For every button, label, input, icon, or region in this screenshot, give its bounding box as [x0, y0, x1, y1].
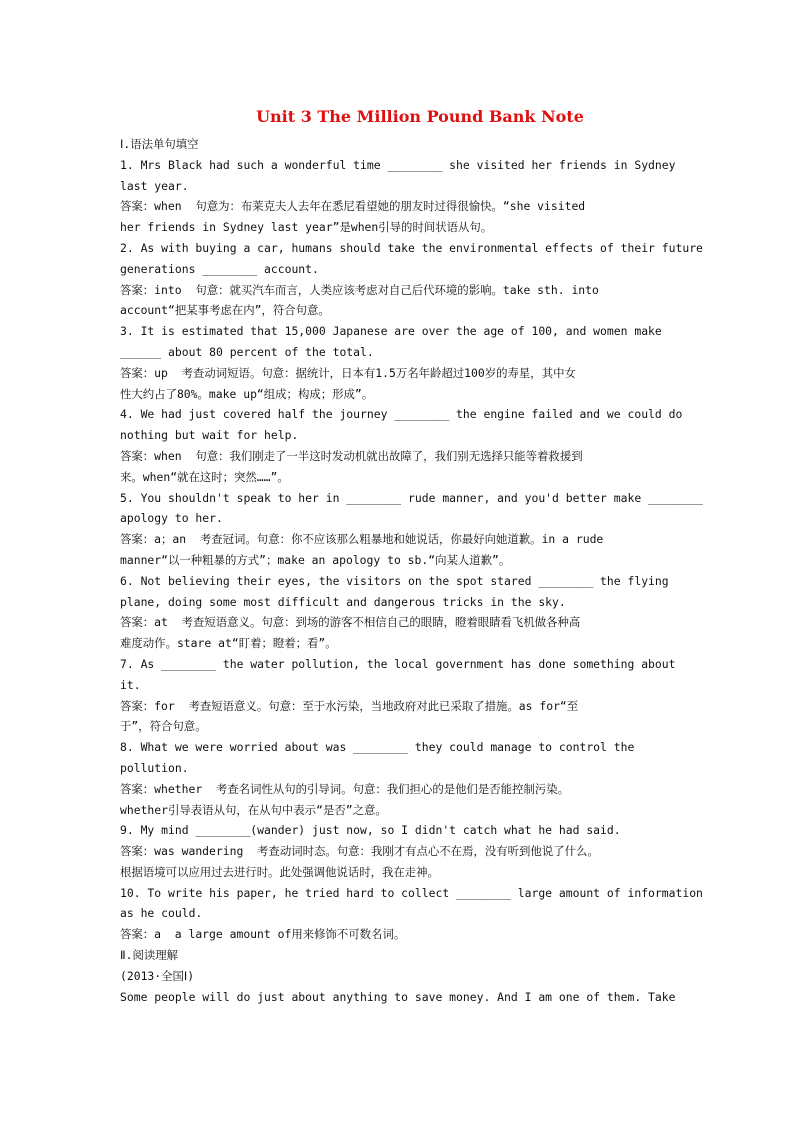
- text-line: 难度动作。stare at“盯着；瞪着；看”。: [120, 636, 337, 651]
- text-line: 答案：when 句意为：布莱克夫人去年在悉尼看望她的朋友时过得很愉快。“she visited: [120, 199, 586, 214]
- text-line: 3. It is estimated that 15,000 Japanese are over the age of 100, and women make: [120, 324, 662, 339]
- text-line: 于”，符合句意。: [120, 719, 207, 734]
- text-line: 10. To write his paper, he tried hard to collect ________ large amount of information: [120, 885, 703, 900]
- text-line: her friends in Sydney last year”是when引导的时间状语从句。: [120, 220, 493, 235]
- text-line: 根据语境可以应用过去进行时。此处强调他说话时，我在走神。: [120, 864, 439, 879]
- text-line: Ⅰ.语法单句填空: [120, 137, 199, 151]
- text-line: Ⅱ.阅读理解: [120, 948, 179, 963]
- text-line: 答案：a；an 考查冠词。句意：你不应该那么粗暴地和她说话，你最好向她道歉。in a rude: [120, 532, 604, 547]
- text-line: pollution.: [120, 760, 189, 775]
- text-line: 5. You shouldn't speak to her in ________ rude manner, and you'd better make ________: [120, 490, 703, 505]
- text-line: whether引导表语从句，在从句中表示“是否”之意。: [120, 802, 387, 817]
- text-line: 2. As with buying a car, humans should take the environmental effects of their future: [120, 240, 703, 255]
- text-line: apology to her.: [120, 511, 223, 526]
- text-line: 4. We had just covered half the journey ________ the engine failed and we could do: [120, 407, 683, 422]
- text-line: generations ________ account.: [120, 261, 319, 276]
- document-page: [120, 104, 720, 1007]
- text-line: 1. Mrs Black had such a wonderful time ________ she visited her friends in Sydney: [120, 157, 676, 172]
- document-body: [120, 134, 720, 1007]
- text-line: plane, doing some most difficult and dangerous tricks in the sky.: [120, 594, 566, 609]
- text-line: 答案：when 句意：我们刚走了一半这时发动机就出故障了，我们别无选择只能等着救援到: [120, 448, 583, 463]
- text-line: 答案：up 考查动词短语。句意：据统计，日本有1.5万名年龄超过100岁的寿星，其中女: [120, 365, 576, 380]
- text-line: as he could.: [120, 906, 203, 921]
- text-line: 性大约占了80%。make up“组成；构成；形成”。: [120, 386, 374, 401]
- text-line: 7. As ________ the water pollution, the local government has done something about: [120, 656, 676, 671]
- text-line: manner“以一种粗暴的方式”；make an apology to sb.“向某人道歉”。: [120, 552, 511, 567]
- text-line: nothing but wait for help.: [120, 428, 299, 443]
- text-line: 6. Not believing their eyes, the visitors on the spot stared ________ the flying: [120, 573, 669, 588]
- text-line: 答案：was wandering 考查动词时态。句意：我刚才有点心不在焉，没有听到他说了什么。: [120, 844, 599, 859]
- text-line: last year.: [120, 178, 189, 193]
- text-line: 答案：at 考查短语意义。句意：到场的游客不相信自己的眼睛，瞪着眼睛看飞机做各种高: [120, 615, 581, 630]
- text-line: Some people will do just about anything to save money. And I am one of them. Take: [120, 989, 676, 1004]
- text-line: 答案：into 句意：就买汽车而言，人类应该考虑对自己后代环境的影响。take sth. into: [120, 282, 599, 297]
- text-line: (2013·全国Ⅰ): [120, 968, 195, 983]
- text-line: 来。when“就在这时；突然……”。: [120, 469, 289, 484]
- text-line: 9. My mind ________(wander) just now, so I didn't catch what he had said.: [120, 823, 621, 838]
- page-title: Unit 3 The Million Pound Bank Note: [256, 107, 584, 126]
- text-line: 答案：whether 考查名词性从句的引导词。句意：我们担心的是他们是否能控制污染。: [120, 781, 570, 796]
- text-line: it.: [120, 677, 141, 692]
- text-line: account“把某事考虑在内”，符合句意。: [120, 303, 330, 318]
- text-line: ______ about 80 percent of the total.: [120, 344, 374, 359]
- text-line: 8. What we were worried about was ________ they could manage to control the: [120, 740, 635, 755]
- text-line: 答案：a a large amount of用来修饰不可数名词。: [120, 927, 406, 942]
- text-line: 答案：for 考查短语意义。句意：至于水污染，当地政府对此已采取了措施。as for“至: [120, 698, 579, 713]
